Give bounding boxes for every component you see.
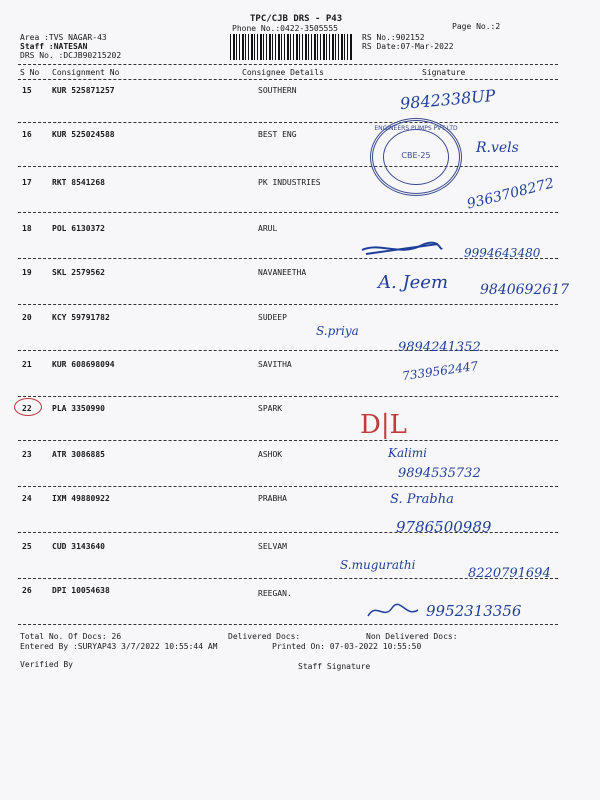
row-sno: 26	[22, 586, 32, 595]
row-sno: 23	[22, 450, 32, 459]
col-consignment: Consignment No	[52, 68, 120, 77]
row-consignment: PLA 3350990	[52, 404, 105, 413]
row-divider	[18, 122, 558, 123]
col-signature: Signature	[422, 68, 466, 77]
printed-on: Printed On: 07-03-2022 10:55:50	[272, 642, 422, 651]
signature-r25-name: S.mugurathi	[340, 558, 416, 572]
entered-by: Entered By :SURYAP43 3/7/2022 10:55:44 AM	[20, 642, 218, 651]
row-divider	[18, 166, 558, 167]
row-consignee: ARUL	[258, 224, 278, 233]
row-sno: 25	[22, 542, 32, 551]
verified-by: Verified By	[20, 660, 73, 669]
staff-signature: Staff Signature	[298, 662, 371, 671]
page-number: Page No.:2	[452, 22, 501, 31]
signature-r21-a: 9894241352	[398, 340, 481, 355]
row-divider	[18, 212, 558, 213]
signature-r16: R.vels	[476, 140, 519, 156]
row-divider	[18, 440, 558, 441]
row-consignee: SOUTHERN	[258, 86, 297, 95]
row-consignee: BEST ENG	[258, 130, 297, 139]
divider	[18, 64, 558, 65]
row-consignment: IXM 49880922	[52, 494, 110, 503]
barcode	[230, 34, 352, 60]
scribble-r18	[360, 238, 444, 262]
row-consignment: KUR 525871257	[52, 86, 115, 95]
stamp-center: CBE-25	[401, 151, 431, 160]
signature-r25-phone: 8220791694	[468, 566, 551, 581]
row-sno: 17	[22, 178, 32, 187]
signature-r23-phone: 9894535732	[398, 466, 481, 481]
company-stamp	[370, 118, 462, 196]
row-sno: 18	[22, 224, 32, 233]
signature-r15: 9842338UP	[399, 85, 497, 114]
signature-r23-name: Kalimi	[388, 446, 428, 460]
rs-date: RS Date:07-Mar-2022	[362, 42, 454, 51]
row-sno: 16	[22, 130, 32, 139]
signature-r18: 9994643480	[464, 246, 541, 260]
row-sno: 22	[22, 404, 32, 413]
row-divider	[18, 486, 558, 487]
row-consignee: PK INDUSTRIES	[258, 178, 321, 187]
row-consignee: SPARK	[258, 404, 283, 413]
row-sno: 24	[22, 494, 32, 503]
sheet-title: TPC/CJB DRS - P43	[250, 14, 343, 24]
signature-r21-b: 7339562447	[401, 358, 479, 384]
row-consignee: SAVITHA	[258, 360, 292, 369]
row-consignment: POL 6130372	[52, 224, 105, 233]
signature-r26-mark	[366, 600, 420, 622]
col-consignee: Consignee Details	[242, 68, 324, 77]
signature-r26: 9952313356	[426, 602, 522, 620]
row-consignment: KUR 525024588	[52, 130, 115, 139]
row-consignment: RKT 8541268	[52, 178, 105, 187]
stamp-text: ENGINEERS PUMPS PVT LTD	[374, 125, 458, 132]
row-consignee: PRABHA	[258, 494, 287, 503]
signature-r20: S.priya	[316, 324, 359, 338]
row-consignee: ASHOK	[258, 450, 283, 459]
non-delivered-docs: Non Delivered Docs:	[366, 632, 458, 641]
row-divider	[18, 304, 558, 305]
row-sno: 15	[22, 86, 32, 95]
signature-r24-phone: 9786500989	[396, 518, 492, 536]
row-sno: 21	[22, 360, 32, 369]
delivered-docs: Delivered Docs:	[228, 632, 301, 641]
row-consignment: DPI 10054638	[52, 586, 110, 595]
row-divider	[18, 396, 558, 397]
row-consignment: ATR 3086885	[52, 450, 105, 459]
signature-r19-name: A. Jeem	[378, 272, 449, 293]
row-consignee: SELVAM	[258, 542, 287, 551]
signature-r17: 9363708272	[465, 175, 556, 213]
phone-number: Phone No.:0422-3505555	[232, 24, 338, 33]
row-consignee: REEGAN.	[258, 589, 292, 598]
row-consignment: SKL 2579562	[52, 268, 105, 277]
signature-r22: D|L	[360, 410, 407, 440]
row-consignee: NAVANEETHA	[258, 268, 307, 277]
row-consignee: SUDEEP	[258, 313, 287, 322]
row-consignment: CUD 3143640	[52, 542, 105, 551]
signature-r24-name: S. Prabha	[390, 492, 454, 507]
staff-label: Staff :NATESAN	[20, 42, 88, 51]
row-divider	[18, 624, 558, 625]
signature-r19-phone: 9840692617	[480, 282, 570, 298]
total-docs: Total No. Of Docs: 26	[20, 632, 122, 641]
row-sno: 20	[22, 313, 32, 322]
drs-number: DRS No. :DCJB90215202	[20, 51, 122, 60]
col-sno: S No	[20, 68, 40, 77]
row-sno: 19	[22, 268, 32, 277]
rs-number: RS No.:902152	[362, 33, 425, 42]
row-consignment: KCY 59791782	[52, 313, 110, 322]
row-consignment: KUR 608698094	[52, 360, 115, 369]
divider	[18, 79, 558, 80]
area-label: Area :TVS NAGAR-43	[20, 33, 107, 42]
